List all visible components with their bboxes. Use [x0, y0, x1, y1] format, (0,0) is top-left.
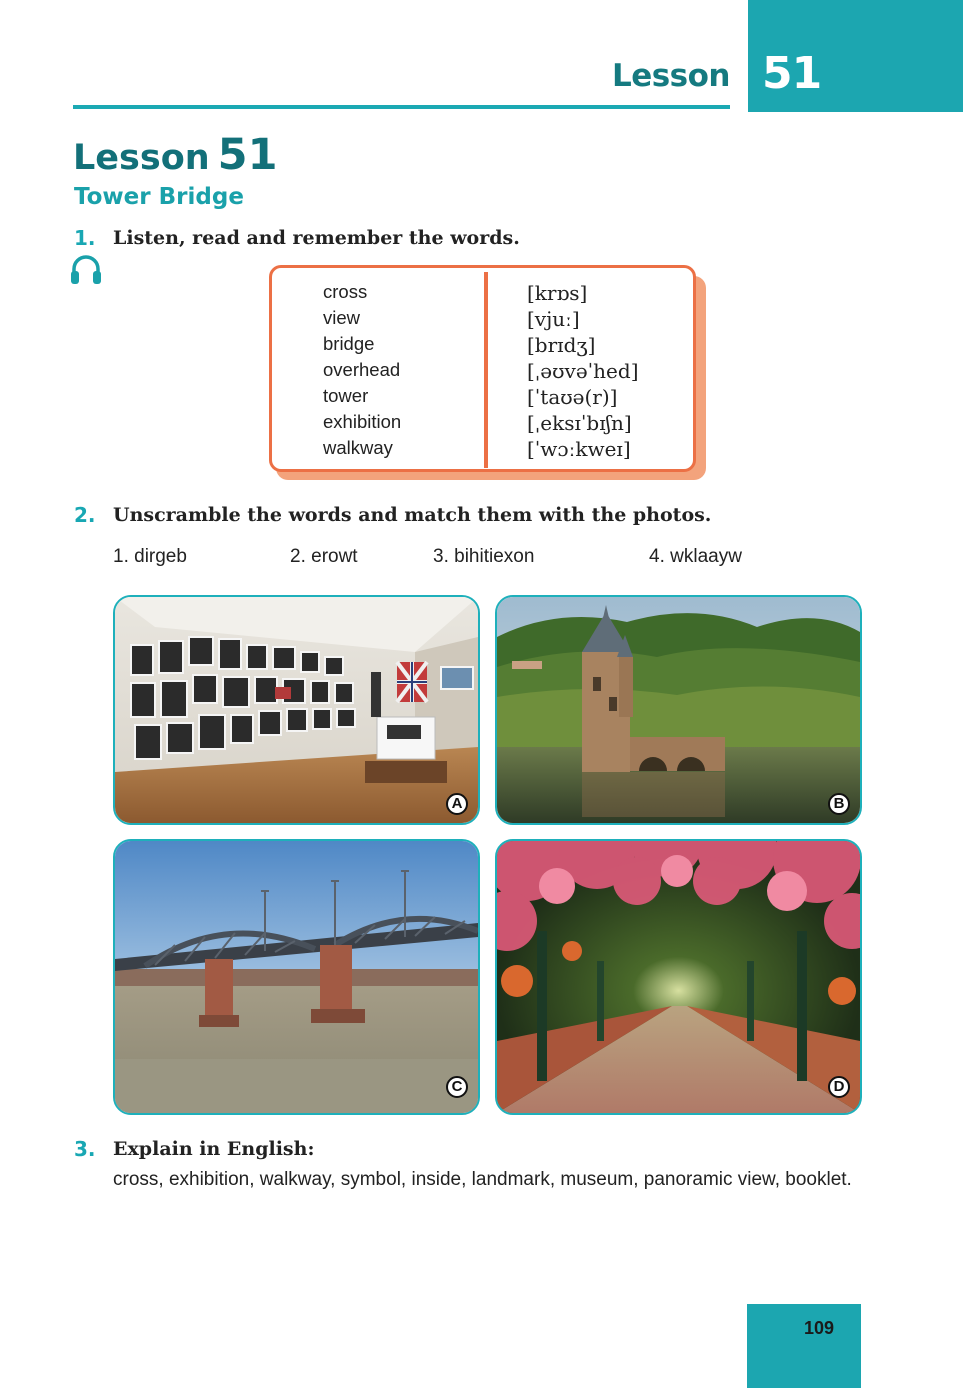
- vocab-word: bridge: [323, 333, 375, 354]
- task-3-number: 3.: [74, 1137, 96, 1161]
- photo-a-exhibition: [113, 595, 480, 825]
- lesson-title-word: Lesson: [73, 138, 210, 178]
- task-2-number: 2.: [74, 503, 96, 527]
- vocab-word: walkway: [323, 437, 393, 458]
- photo-label-badge: D: [828, 1076, 850, 1098]
- photo-c-bridge: [113, 839, 480, 1115]
- page-number: 109: [803, 1318, 835, 1338]
- word-box-divider: [484, 272, 488, 468]
- header-lesson-word: Lesson: [611, 58, 730, 94]
- vocab-transcription: [ˌəʊvəˈhed]: [527, 359, 639, 383]
- photo-b-tower: [495, 595, 862, 825]
- transcription-list: [527, 280, 639, 462]
- task-1-instruction: Listen, read and remember the words.: [113, 227, 520, 249]
- scrambled-word-3: 3. bihitiexon: [433, 546, 535, 567]
- vocab-transcription: [ˌeksɪˈbɪʃn]: [527, 411, 632, 435]
- task-3-instruction: Explain in English:: [113, 1138, 315, 1160]
- lesson-subtitle: Tower Bridge: [74, 184, 244, 210]
- vocab-word: tower: [323, 385, 369, 406]
- vocab-transcription: [krɒs]: [527, 281, 588, 305]
- scrambled-word-2: 2. erowt: [290, 546, 358, 567]
- task-3-word-list: cross, exhibition, walkway, symbol, inside, landmark, museum, panoramic view, booklet.: [113, 1169, 852, 1190]
- header-divider: [73, 105, 730, 109]
- vocab-word: view: [323, 307, 361, 328]
- word-list: [323, 279, 401, 461]
- vocab-word: cross: [323, 281, 368, 302]
- scrambled-word-4: 4. wklaayw: [649, 546, 742, 567]
- headphones-icon[interactable]: [69, 253, 103, 287]
- photo-d-walkway: [495, 839, 862, 1115]
- page-number-box: [747, 1304, 861, 1388]
- vocab-transcription: [ˈtaʊə(r)]: [527, 385, 618, 409]
- lesson-title-number: 51: [217, 130, 278, 180]
- scrambled-word-1: 1. dirgeb: [113, 546, 187, 567]
- vocab-transcription: [brɪdʒ]: [527, 333, 596, 357]
- photo-label-badge: C: [446, 1076, 468, 1098]
- vocab-word: overhead: [323, 359, 401, 380]
- photo-label-badge: A: [446, 793, 468, 815]
- task-2-instruction: Unscramble the words and match them with the photos.: [113, 504, 712, 526]
- task-1-number: 1.: [74, 226, 96, 250]
- lesson-title: [73, 130, 278, 180]
- vocab-transcription: [ˈwɔːkweɪ]: [527, 437, 631, 461]
- photo-label-badge: B: [828, 793, 850, 815]
- vocab-transcription: [vjuː]: [527, 307, 580, 331]
- vocab-word: exhibition: [323, 411, 402, 432]
- header-lesson-number: 51: [762, 48, 822, 99]
